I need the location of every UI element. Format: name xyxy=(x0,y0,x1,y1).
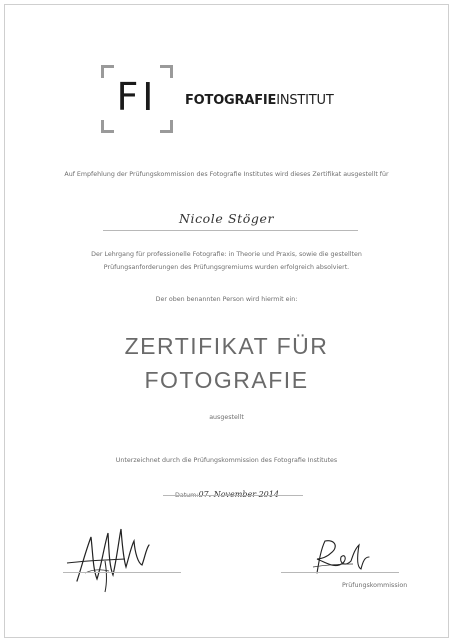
recipient-name: Nicole Stöger xyxy=(178,211,275,226)
signature-line-right xyxy=(281,572,399,573)
logo-wordmark-regular: INSTITUT xyxy=(276,93,334,108)
course-text-line-2: Prüfungsanforderungen des Prüfungsgremiums wurden erfolgreich absolviert. xyxy=(103,264,350,271)
award-intro: Der oben benannten Person wird hiermit ein: xyxy=(155,296,298,303)
certificate-title-line-1: ZERTIFIKAT FÜR xyxy=(124,333,329,359)
course-text-line-1: Der Lehrgang für professionelle Fotografie: in Theorie und Praxis, sowie die gestellten xyxy=(91,251,362,258)
date-field xyxy=(175,482,295,501)
commission-label: Prüfungskommission xyxy=(342,582,408,589)
signature-left-image xyxy=(63,513,163,595)
logo-wordmark-bold: FOTOGRAFIE xyxy=(185,93,277,108)
intro-text: Auf Empfehlung der Prüfungskommission des Fotografie Institutes wird dieses Zertifikat ausgestellt für xyxy=(64,171,389,178)
logo-corner-bottom-right xyxy=(160,120,173,133)
signed-by-text: Unterzeichnet durch die Prüfungskommission des Fotografie Institutes xyxy=(115,457,338,464)
date-underline xyxy=(163,495,303,496)
name-underline xyxy=(103,230,358,231)
issued-text: ausgestellt xyxy=(209,414,244,421)
signature-right-image xyxy=(305,533,375,585)
logo-initials: FI xyxy=(116,75,158,119)
logo-wordmark xyxy=(185,93,334,108)
logo-corner-bottom-left xyxy=(101,120,114,133)
certificate-page xyxy=(4,4,449,638)
signature-line-left xyxy=(63,572,181,573)
certificate-title-line-2: FOTOGRAFIE xyxy=(144,367,309,393)
logo-mark xyxy=(101,65,173,133)
